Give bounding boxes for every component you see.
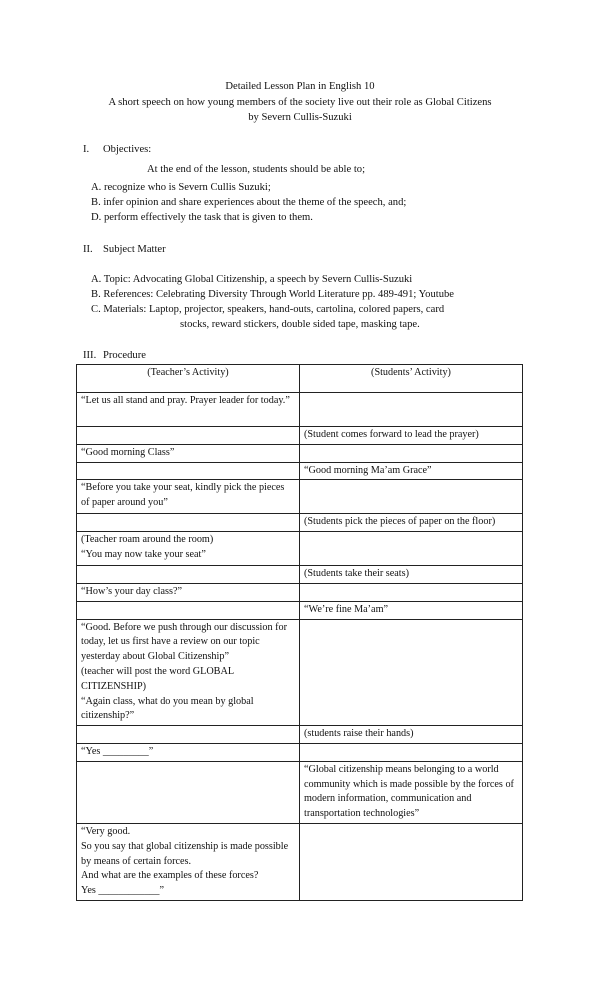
student-cell bbox=[300, 619, 523, 726]
teacher-cell bbox=[77, 427, 300, 445]
subject-materials-continued: stocks, reward stickers, double sided tape, masking tape. bbox=[180, 319, 420, 330]
teacher-cell bbox=[77, 726, 300, 744]
table-row bbox=[77, 761, 523, 823]
objectives-title: Objectives: bbox=[103, 144, 152, 155]
objectives-heading bbox=[83, 143, 151, 157]
table-row bbox=[77, 444, 523, 462]
table-row bbox=[77, 619, 523, 726]
table-row bbox=[77, 427, 523, 445]
objective-item: A. recognize who is Severn Cullis Suzuki; bbox=[91, 182, 271, 193]
student-cell bbox=[300, 532, 523, 566]
document-author: by Severn Cullis-Suzuki bbox=[248, 112, 352, 123]
teacher-cell: (Teacher roam around the room) “You may now take your seat” bbox=[77, 532, 300, 566]
student-cell bbox=[300, 823, 523, 900]
teacher-activity-header: (Teacher’s Activity) bbox=[77, 365, 300, 393]
table-row bbox=[77, 566, 523, 584]
teacher-cell bbox=[77, 514, 300, 532]
table-row bbox=[77, 393, 523, 427]
table-row bbox=[77, 726, 523, 744]
teacher-cell: “Good morning Class” bbox=[77, 444, 300, 462]
student-cell: (Students pick the pieces of paper on the floor) bbox=[300, 514, 523, 532]
objective-item: D. perform effectively the task that is given to them. bbox=[91, 212, 313, 223]
procedure-number: III. bbox=[83, 350, 97, 361]
student-cell: (students raise their hands) bbox=[300, 726, 523, 744]
subject-topic: A. Topic: Advocating Global Citizenship, a speech by Severn Cullis-Suzuki bbox=[91, 274, 413, 285]
subject-matter-heading bbox=[83, 243, 166, 257]
teacher-cell bbox=[77, 462, 300, 480]
subject-references: B. References: Celebrating Diversity Through World Literature pp. 489-491; Youtube bbox=[91, 289, 454, 300]
teacher-cell: “Very good. So you say that global citizenship is made possible by means of certain forces. And what are the examples of these forces? Yes ____________” bbox=[77, 823, 300, 900]
objectives-intro: At the end of the lesson, students should be able to; bbox=[147, 164, 366, 175]
table-row bbox=[77, 743, 523, 761]
student-cell bbox=[300, 583, 523, 601]
teacher-cell bbox=[77, 601, 300, 619]
procedure-table bbox=[76, 364, 523, 901]
table-row bbox=[77, 601, 523, 619]
subject-materials: C. Materials: Laptop, projector, speakers, hand-outs, cartolina, colored papers, card bbox=[91, 304, 445, 315]
table-row bbox=[77, 480, 523, 514]
objectives-number: I. bbox=[83, 144, 90, 155]
student-cell: “Good morning Ma’am Grace” bbox=[300, 462, 523, 480]
table-row bbox=[77, 532, 523, 566]
table-row bbox=[77, 823, 523, 900]
table-row bbox=[77, 514, 523, 532]
students-activity-header: (Students’ Activity) bbox=[300, 365, 523, 393]
teacher-cell: “Before you take your seat, kindly pick the pieces of paper around you” bbox=[77, 480, 300, 514]
document-title: Detailed Lesson Plan in English 10 bbox=[225, 81, 375, 92]
teacher-cell: “Yes _________” bbox=[77, 743, 300, 761]
teacher-cell: “Let us all stand and pray. Prayer leader for today.” bbox=[77, 393, 300, 427]
objective-item: B. infer opinion and share experiences about the theme of the speech, and; bbox=[91, 197, 407, 208]
document-subtitle: A short speech on how young members of the society live out their role as Global Citizens bbox=[108, 97, 492, 108]
teacher-cell bbox=[77, 761, 300, 823]
subject-matter-number: II. bbox=[83, 244, 93, 255]
student-cell bbox=[300, 393, 523, 427]
table-row bbox=[77, 583, 523, 601]
subject-matter-title: Subject Matter bbox=[103, 244, 166, 255]
table-header-row bbox=[77, 365, 523, 393]
teacher-cell: “Good. Before we push through our discussion for today, let us first have a review on our topic yesterday about Global Citizenship” (teacher will post the word GLOBAL CITIZENSHIP) “Again class, what do you mean by global citizenship?” bbox=[77, 619, 300, 726]
teacher-cell bbox=[77, 566, 300, 584]
teacher-cell: “How’s your day class?” bbox=[77, 583, 300, 601]
procedure-heading bbox=[83, 349, 146, 363]
table-row bbox=[77, 462, 523, 480]
procedure-title: Procedure bbox=[103, 350, 146, 361]
student-cell: “Global citizenship means belonging to a world community which is made possible by the forces of modern information, communication and transportation technologies” bbox=[300, 761, 523, 823]
student-cell bbox=[300, 480, 523, 514]
student-cell bbox=[300, 743, 523, 761]
student-cell: (Students take their seats) bbox=[300, 566, 523, 584]
student-cell: “We’re fine Ma’am” bbox=[300, 601, 523, 619]
student-cell bbox=[300, 444, 523, 462]
student-cell: (Student comes forward to lead the prayer) bbox=[300, 427, 523, 445]
